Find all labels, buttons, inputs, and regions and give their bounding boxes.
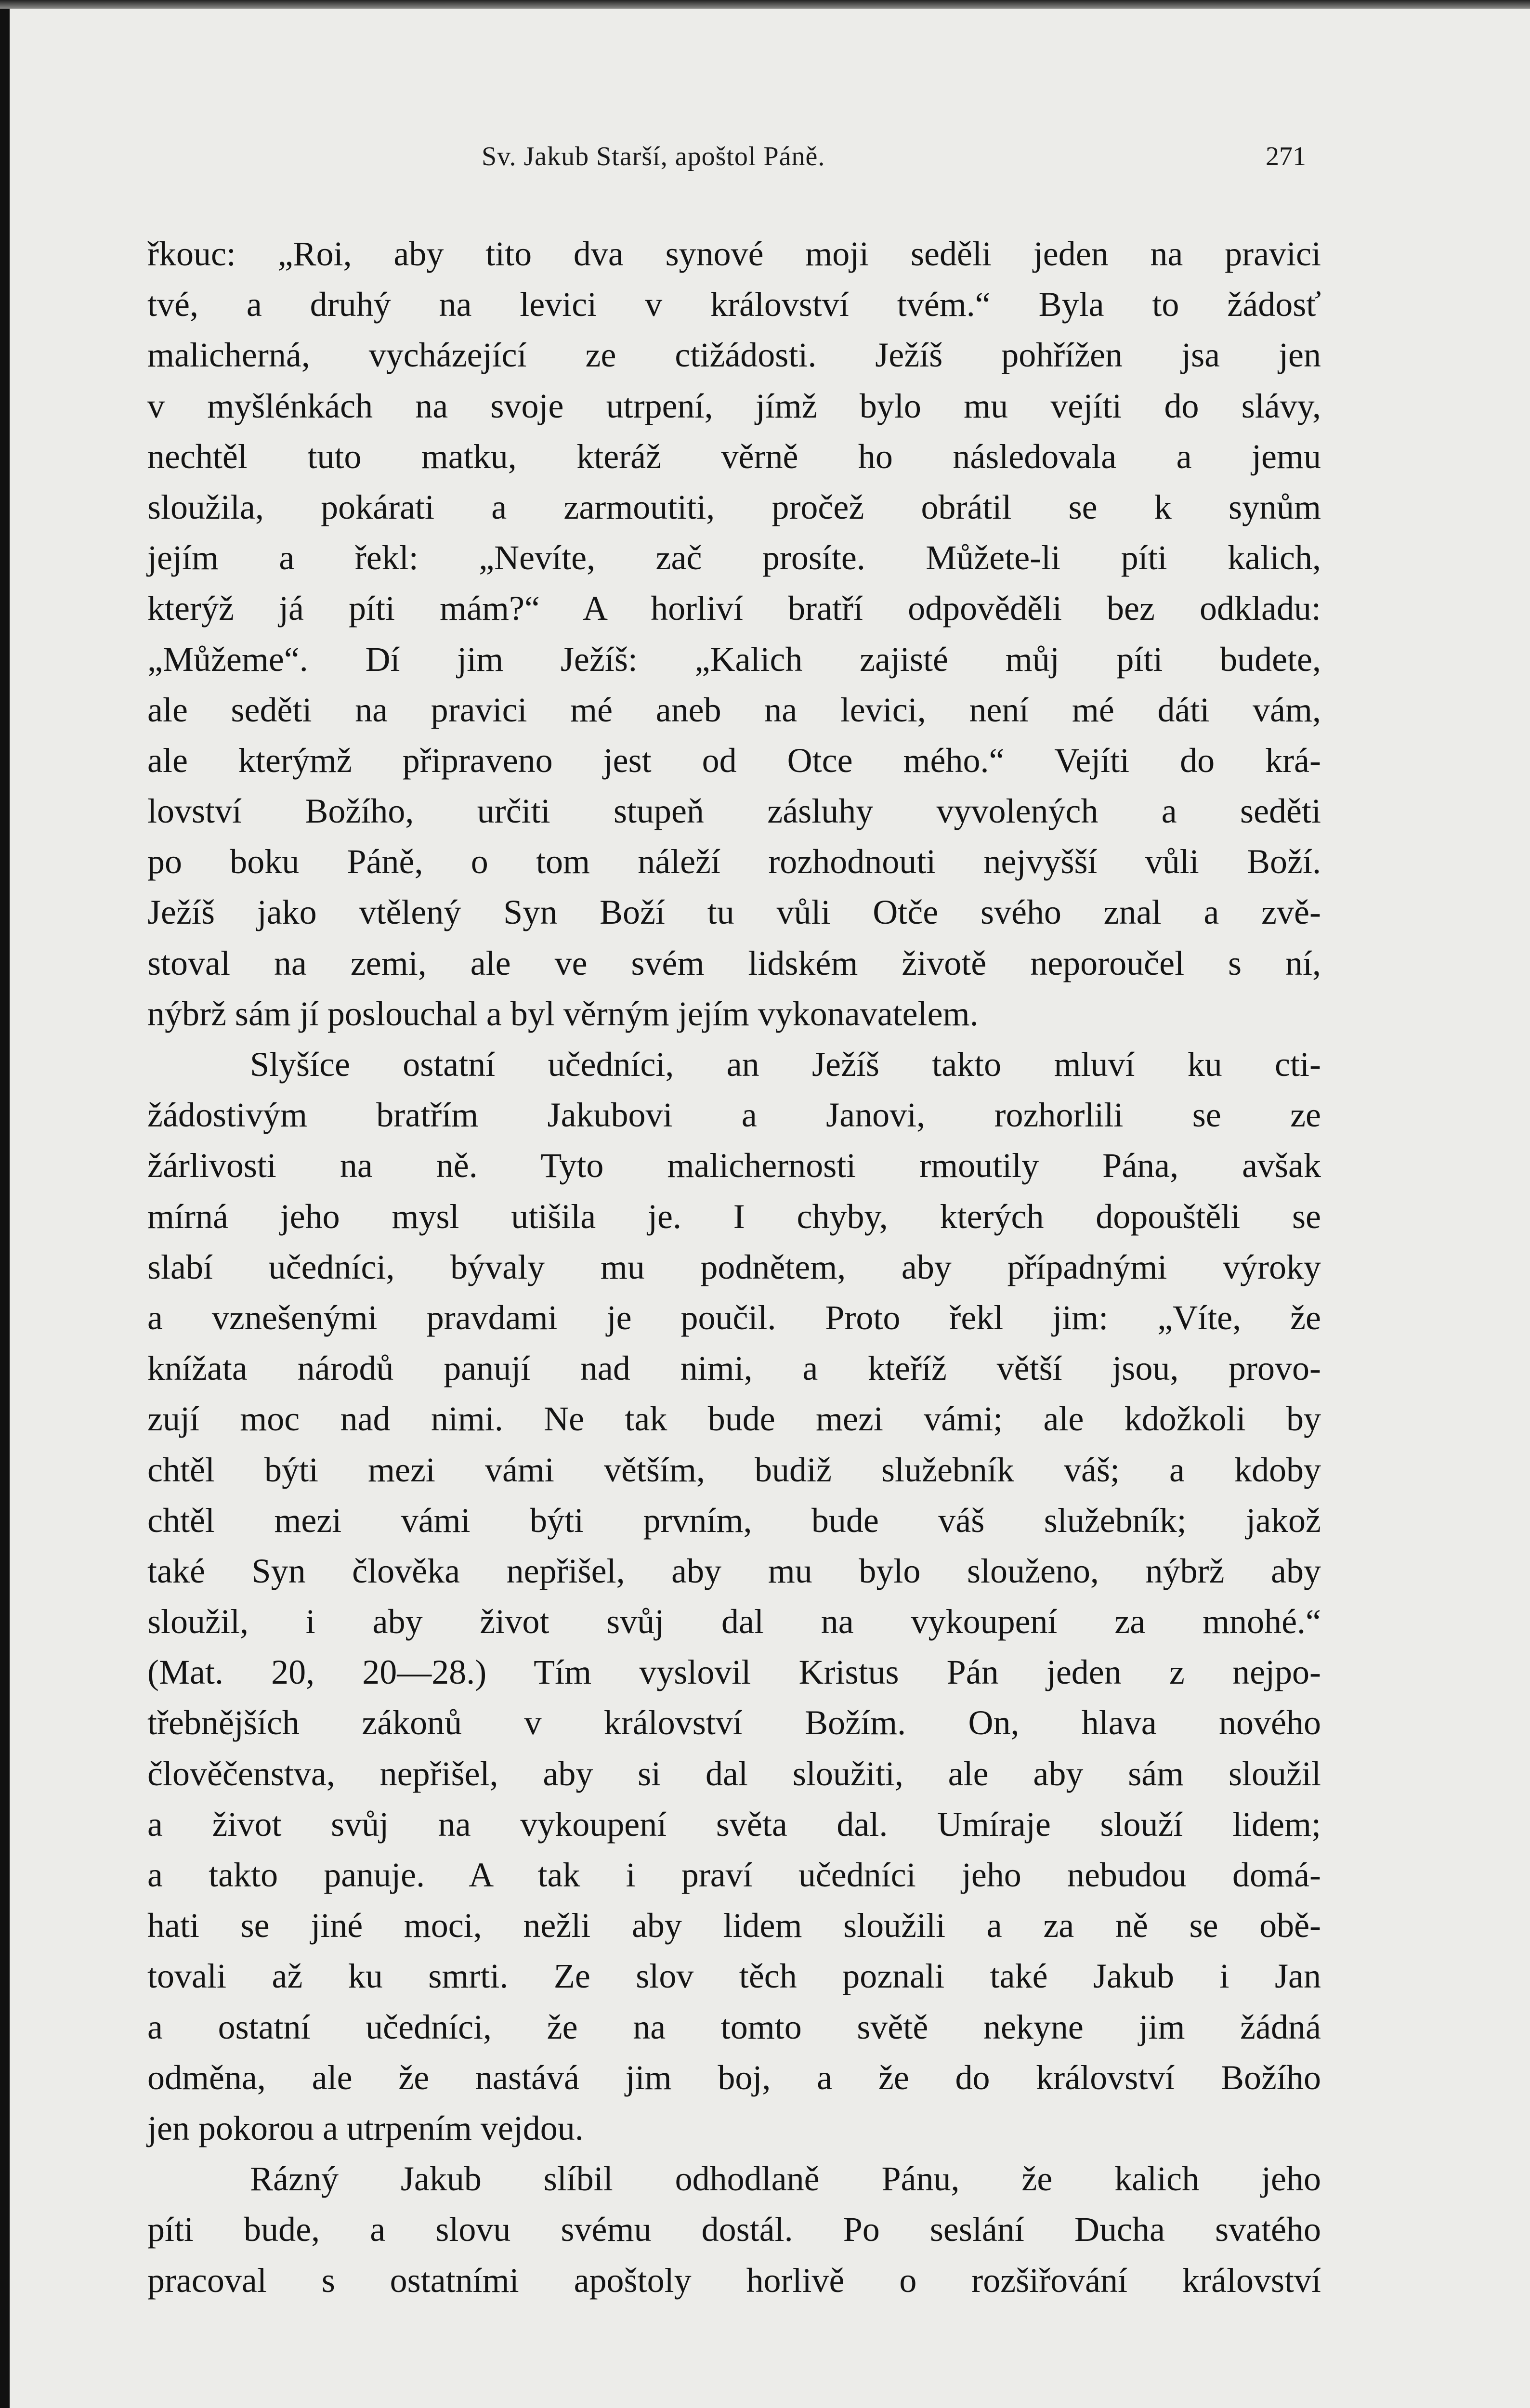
text-line: sloužil, i aby život svůj dal na vykoupení za mnohé.“ [147,1602,1321,1641]
text-line: stoval na zemi, ale ve svém lidském životě neporoučel s ní, [147,943,1321,982]
text-line: nechtěl tuto matku, kteráž věrně ho následovala a jemu [147,437,1321,476]
running-head [0,137,1530,176]
text-line: píti bude, a slovu svému dostál. Po seslání Ducha svatého [147,2210,1321,2249]
text-line: (Mat. 20, 20—28.) Tím vyslovil Kristus Pán jeden z nejpo- [147,1653,1321,1692]
text-line: sloužila, pokárati a zarmoutiti, pročež obrátil se k synům [147,487,1321,526]
text-line: slabí učedníci, bývaly mu podnětem, aby případnými výroky [147,1247,1321,1286]
text-line: chtěl býti mezi vámi větším, budiž služebník váš; a kdoby [147,1450,1321,1489]
page-number: 271 [1266,142,1306,171]
text-line: třebnějších zákonů v království Božím. On, hlava nového [147,1703,1321,1742]
text-line: řkouc: „Roi, aby tito dva synové moji seděli jeden na pravici [147,235,1321,273]
text-line: odměna, ale že nastává jim boj, a že do království Božího [147,2058,1321,2097]
text-line: Ježíš jako vtělený Syn Boží tu vůli Otče svého znal a zvě- [147,893,1321,932]
text-line: ale seděti na pravici mé aneb na levici, není mé dáti vám, [147,690,1321,729]
text-line: člověčenstva, nepřišel, aby si dal sloužiti, ale aby sám sloužil [147,1754,1321,1793]
text-line: a takto panuje. A tak i praví učedníci jeho nebudou domá- [147,1856,1321,1894]
text-line: a život svůj na vykoupení světa dal. Umíraje slouží lidem; [147,1805,1321,1844]
body-text [147,229,1321,2306]
text-line: zují moc nad nimi. Ne tak bude mezi vámi; ale kdožkoli by [147,1400,1321,1439]
text-line: malicherná, vycházející ze ctižádosti. Ježíš pohřížen jsa jen [147,336,1321,375]
text-line: ale kterýmž připraveno jest od Otce mého.“ Vejíti do krá- [147,741,1321,780]
text-line: kterýž já píti mám?“ A horliví bratří odpověděli bez odkladu: [147,589,1321,628]
text-line: tovali až ku smrti. Ze slov těch poznali také Jakub i Jan [147,1957,1321,1996]
text-line: jejím a řekl: „Nevíte, zač prosíte. Můžete-li píti kalich, [147,538,1321,577]
running-title: Sv. Jakub Starší, apoštol Páně. [482,142,825,171]
text-line: „Můžeme“. Dí jim Ježíš: „Kalich zajisté můj píti budete, [147,640,1321,679]
text-line: mírná jeho mysl utišila je. I chyby, kterých dopouštěli se [147,1197,1321,1236]
paragraph-start-line: Slyšíce ostatní učedníci, an Ježíš takto mluví ku cti- [250,1045,1321,1084]
paragraph-end-line: jen pokorou a utrpením vejdou. [147,2108,584,2147]
text-line: a ostatní učedníci, že na tomto světě nekyne jim žádná [147,2007,1321,2046]
text-line: lovství Božího, určiti stupeň zásluhy vyvolených a seděti [147,792,1321,831]
page-top-edge [0,0,1530,9]
text-line: hati se jiné moci, nežli aby lidem sloužili a za ně se obě- [147,1906,1321,1945]
paragraph-start-line: Rázný Jakub slíbil odhodlaně Pánu, že kalich jeho [250,2159,1321,2199]
text-line: chtěl mezi vámi býti prvním, bude váš služebník; jakož [147,1501,1321,1540]
text-line: žádostivým bratřím Jakubovi a Janovi, rozhorlili se ze [147,1096,1321,1135]
page-edge-shadow [0,0,10,2408]
text-line: také Syn člověka nepřišel, aby mu bylo slouženo, nýbrž aby [147,1551,1321,1590]
text-line: pracoval s ostatními apoštoly horlivě o rozšiřování království [147,2261,1321,2300]
text-line: po boku Páně, o tom náleží rozhodnouti nejvyšší vůli Boží. [147,842,1321,881]
text-line: žárlivosti na ně. Tyto malichernosti rmoutily Pána, avšak [147,1146,1321,1185]
paragraph-end-line: nýbrž sám jí poslouchal a byl věrným jejím vykonavatelem. [147,994,979,1033]
text-line: v myšlénkách na svoje utrpení, jímž bylo mu vejíti do slávy, [147,386,1321,425]
text-line: tvé, a druhý na levici v království tvém.“ Byla to žádosť [147,285,1321,324]
text-line: a vznešenými pravdami je poučil. Proto řekl jim: „Víte, že [147,1298,1321,1337]
text-line: knížata národů panují nad nimi, a kteříž větší jsou, provo- [147,1349,1321,1388]
